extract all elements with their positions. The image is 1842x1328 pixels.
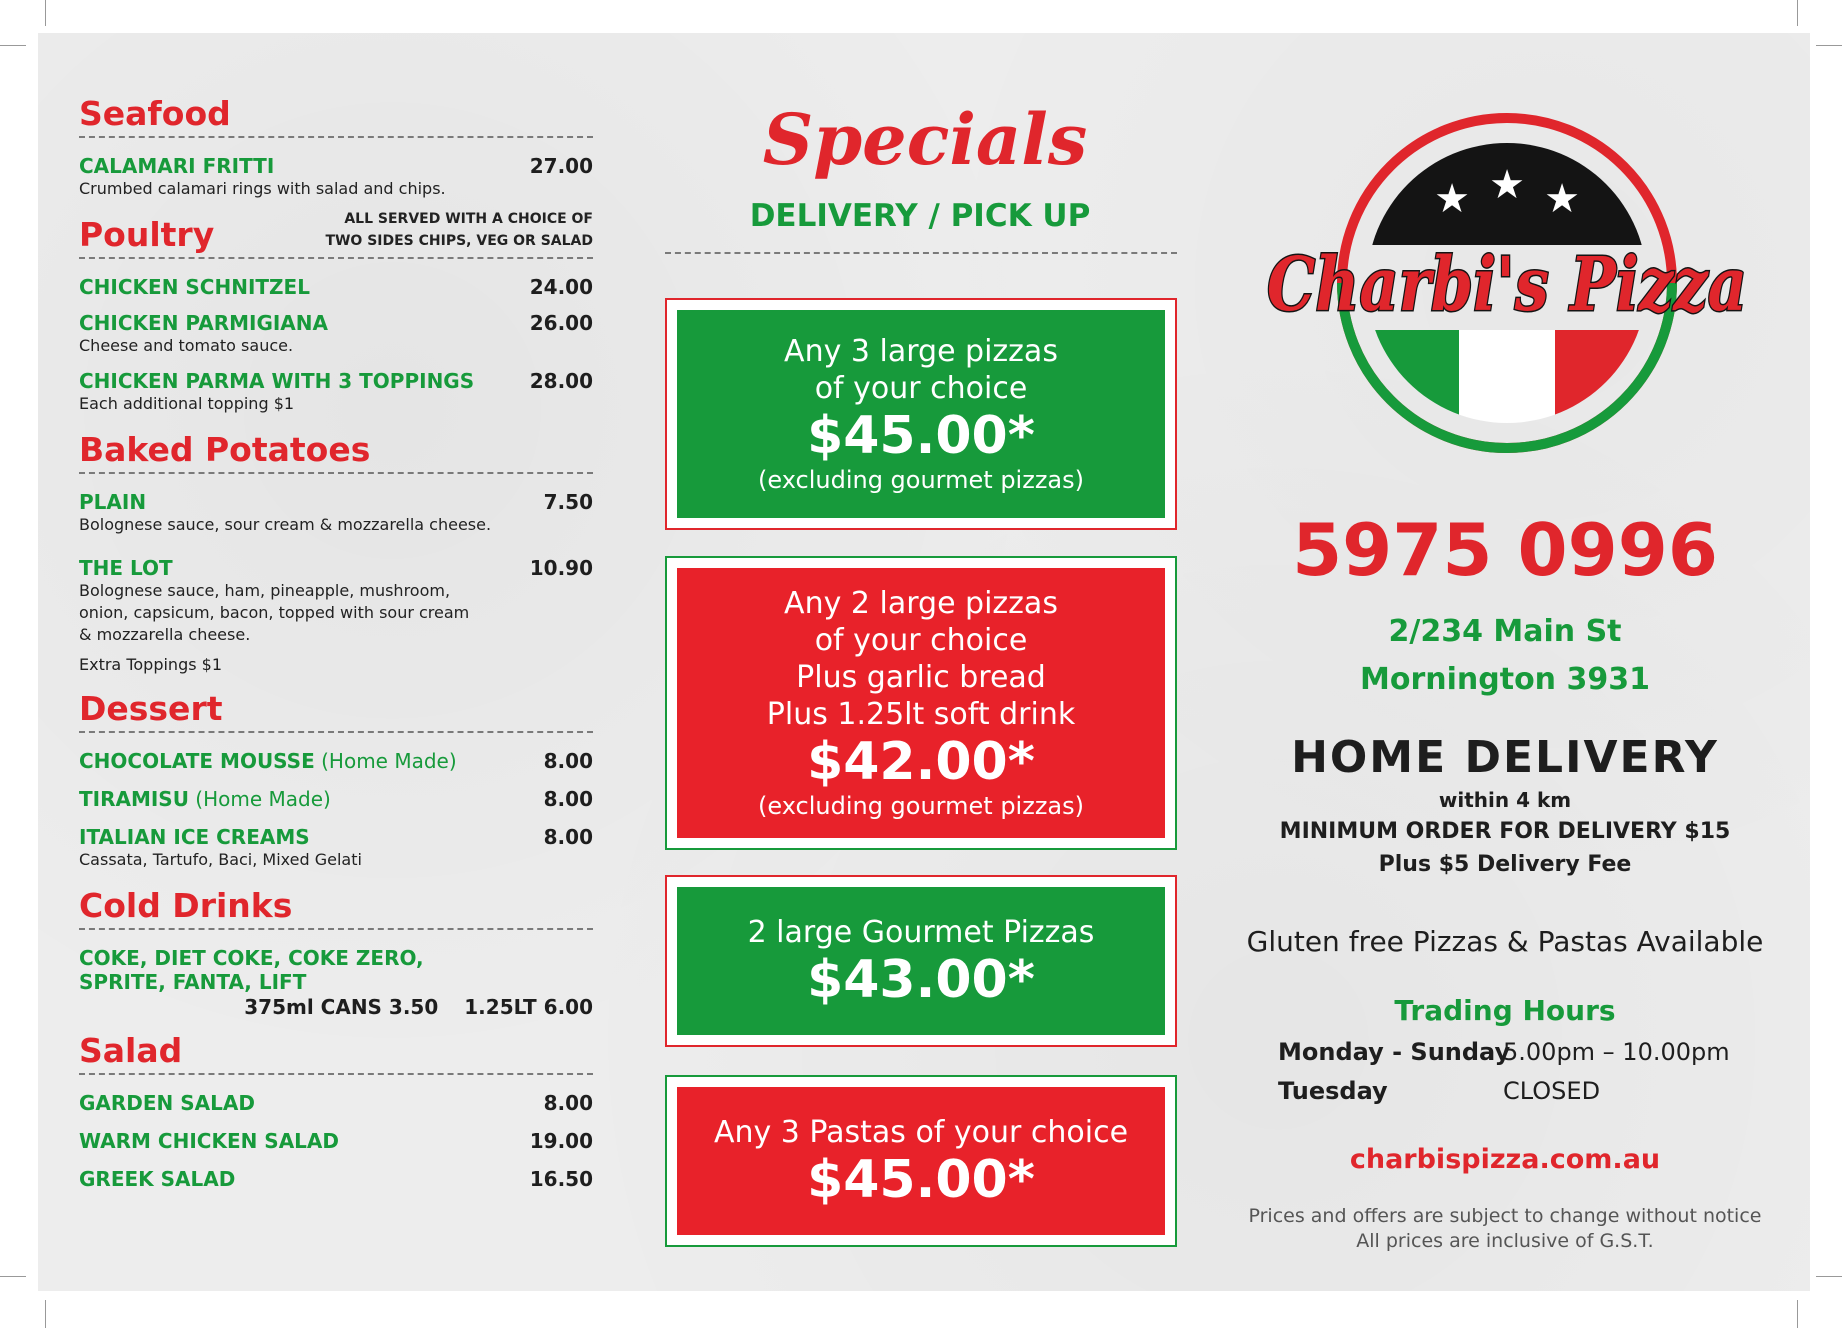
special-deal-2 xyxy=(665,556,1177,850)
item-price: 7.50 xyxy=(543,490,593,514)
fine-print: Prices and offers are subject to change without notice xyxy=(1248,1205,1762,1227)
item-name-suffix: (Home Made) xyxy=(314,749,457,773)
section-dessert xyxy=(79,690,593,871)
deal-panel xyxy=(677,887,1165,1035)
section-header xyxy=(79,1032,593,1075)
item-name: WARM CHICKEN SALAD xyxy=(79,1129,340,1153)
special-deal-1 xyxy=(665,298,1177,530)
menu-item xyxy=(79,1167,593,1191)
menu-item xyxy=(79,1129,593,1153)
deal-price: $45.00* xyxy=(807,406,1035,466)
note-line: TWO SIDES CHIPS, VEG OR SALAD xyxy=(325,233,593,249)
item-description: Each additional topping $1 xyxy=(79,394,295,413)
menu-item xyxy=(79,490,593,536)
website-link[interactable]: charbispizza.com.au xyxy=(1349,1144,1661,1175)
hours-time: CLOSED xyxy=(1503,1077,1601,1105)
special-deal-3 xyxy=(665,875,1177,1047)
deal-line: Any 2 large pizzas xyxy=(784,586,1058,621)
hours-time: 5.00pm – 10.00pm xyxy=(1503,1038,1730,1066)
deal-line: Plus garlic bread xyxy=(796,660,1046,695)
section-header xyxy=(79,211,593,259)
section-title: Seafood xyxy=(79,94,231,133)
phone-number: 5975 0996 xyxy=(1292,508,1718,592)
item-name: ITALIAN ICE CREAMS xyxy=(79,825,310,849)
home-delivery-heading: HOME DELIVERY xyxy=(1291,732,1719,783)
trading-hours-title: Trading Hours xyxy=(1394,994,1616,1027)
section-seafood xyxy=(79,95,593,200)
section-poultry xyxy=(79,211,593,415)
deal-line: 2 large Gourmet Pizzas xyxy=(747,914,1095,950)
item-description: Cassata, Tartufo, Baci, Mixed Gelati xyxy=(79,850,362,869)
section-header xyxy=(79,431,593,474)
item-name: PLAIN xyxy=(79,490,147,514)
fine-print: All prices are inclusive of G.S.T. xyxy=(1356,1230,1654,1252)
deal-note: (excluding gourmet pizzas) xyxy=(758,792,1084,820)
item-price: 10.90 xyxy=(529,556,593,580)
deal-panel xyxy=(677,568,1165,838)
section-salad xyxy=(79,1032,593,1191)
item-price: 8.00 xyxy=(543,787,593,811)
crop-mark xyxy=(1797,1300,1798,1328)
item-price: 8.00 xyxy=(543,749,593,773)
delivery-fee: Plus $5 Delivery Fee xyxy=(1378,852,1632,877)
section-baked-potatoes xyxy=(79,431,593,676)
cans-price: 375ml CANS 3.50 xyxy=(244,995,439,1019)
divider xyxy=(665,252,1177,254)
star-icon: ★ xyxy=(1434,176,1470,222)
menu-item xyxy=(79,825,593,871)
item-price: 28.00 xyxy=(529,369,593,393)
deal-line: of your choice xyxy=(814,371,1028,406)
item-description: Bolognese sauce, sour cream & mozzarella cheese. xyxy=(79,515,492,534)
crop-mark xyxy=(1816,45,1842,46)
gluten-free-note: Gluten free Pizzas & Pastas Available xyxy=(1246,925,1764,958)
extra-toppings-note: Extra Toppings $1 xyxy=(79,655,222,674)
item-name: CALAMARI FRITTI xyxy=(79,154,275,178)
section-header xyxy=(79,690,593,733)
deal-price: $42.00* xyxy=(807,732,1035,792)
section-note xyxy=(325,208,593,252)
star-icon: ★ xyxy=(1489,162,1525,208)
crop-mark xyxy=(0,45,26,46)
menu-list xyxy=(79,95,593,1207)
logo-flag-base xyxy=(1352,430,1672,438)
menu-item xyxy=(79,787,593,811)
hours-day: Monday - Sunday xyxy=(1278,1038,1511,1066)
crop-mark xyxy=(45,0,46,26)
section-cold-drinks xyxy=(79,887,593,1020)
deal-price: $45.00* xyxy=(807,1149,1035,1210)
deal-line: Plus 1.25lt soft drink xyxy=(766,697,1076,732)
item-description: Bolognese sauce, ham, pineapple, mushroom, xyxy=(79,581,451,600)
item-price: 8.00 xyxy=(543,1091,593,1115)
bottle-price: 1.25LT 6.00 xyxy=(464,995,593,1019)
item-price: 24.00 xyxy=(529,275,593,299)
deal-line: of your choice xyxy=(814,623,1028,658)
item-description: & mozzarella cheese. xyxy=(79,625,251,644)
star-icon: ★ xyxy=(1544,176,1580,222)
menu-item xyxy=(79,749,593,773)
item-description: onion, capsicum, bacon, topped with sour cream xyxy=(79,603,470,622)
menu-item xyxy=(79,369,593,415)
crop-mark xyxy=(0,1276,26,1277)
specials-title: Specials xyxy=(762,98,1088,181)
logo-flag-white xyxy=(1459,330,1555,440)
item-name: CHICKEN PARMIGIANA xyxy=(79,311,328,335)
address-line-1: 2/234 Main St xyxy=(1388,614,1622,649)
note-line: ALL SERVED WITH A CHOICE OF xyxy=(344,211,593,227)
section-header xyxy=(79,95,593,138)
item-price: 26.00 xyxy=(529,311,593,335)
item-name xyxy=(79,749,457,773)
delivery-radius: within 4 km xyxy=(1438,788,1572,812)
deal-line: Any 3 Pastas of your choice xyxy=(713,1114,1129,1150)
special-deal-4 xyxy=(665,1075,1177,1247)
section-header xyxy=(79,887,593,930)
section-title: Poultry xyxy=(79,215,215,254)
item-name: GARDEN SALAD xyxy=(79,1091,255,1115)
section-title: Baked Potatoes xyxy=(79,430,371,469)
menu-item xyxy=(79,275,593,299)
item-name: SPRITE, FANTA, LIFT xyxy=(79,970,307,994)
deal-price: $43.00* xyxy=(807,949,1035,1010)
item-name-main: TIRAMISU xyxy=(79,787,189,811)
logo-flag-green xyxy=(1352,330,1459,440)
section-title: Cold Drinks xyxy=(79,886,293,925)
delivery-pickup-label: DELIVERY / PICK UP xyxy=(749,198,1091,234)
menu-item xyxy=(79,556,593,646)
hours-day: Tuesday xyxy=(1278,1077,1388,1105)
deal-line: Any 3 large pizzas xyxy=(784,334,1058,369)
drink-prices xyxy=(79,994,593,1020)
menu-item xyxy=(79,1091,593,1115)
item-description: Crumbed calamari rings with salad and chips. xyxy=(79,179,446,198)
menu-item xyxy=(79,154,593,200)
item-description: Cheese and tomato sauce. xyxy=(79,336,294,355)
item-name: GREEK SALAD xyxy=(79,1167,236,1191)
section-title: Salad xyxy=(79,1031,183,1070)
deal-panel xyxy=(677,1087,1165,1235)
crop-mark xyxy=(1797,0,1798,26)
crop-mark xyxy=(45,1300,46,1328)
item-price: 19.00 xyxy=(529,1129,593,1153)
logo-wordmark: Charbi's Pizza xyxy=(1267,242,1747,328)
item-price: 16.50 xyxy=(529,1167,593,1191)
item-name-suffix: (Home Made) xyxy=(188,787,331,811)
item-name: THE LOT xyxy=(79,556,173,580)
item-name: CHICKEN SCHNITZEL xyxy=(79,275,310,299)
item-price: 27.00 xyxy=(529,154,593,178)
crop-mark xyxy=(1816,1276,1842,1277)
deal-panel xyxy=(677,310,1165,518)
item-name: COKE, DIET COKE, COKE ZERO, xyxy=(79,946,424,970)
minimum-order: MINIMUM ORDER FOR DELIVERY $15 xyxy=(1279,819,1731,844)
section-title: Dessert xyxy=(79,689,223,728)
item-name xyxy=(79,787,331,811)
address-line-2: Mornington 3931 xyxy=(1360,662,1650,697)
menu-item xyxy=(79,311,593,357)
charbis-pizza-logo xyxy=(1252,100,1762,470)
item-name-main: CHOCOLATE MOUSSE xyxy=(79,749,315,773)
item-name: CHICKEN PARMA WITH 3 TOPPINGS xyxy=(79,369,475,393)
menu-item xyxy=(79,946,593,1020)
item-price: 8.00 xyxy=(543,825,593,849)
deal-note: (excluding gourmet pizzas) xyxy=(758,466,1084,494)
